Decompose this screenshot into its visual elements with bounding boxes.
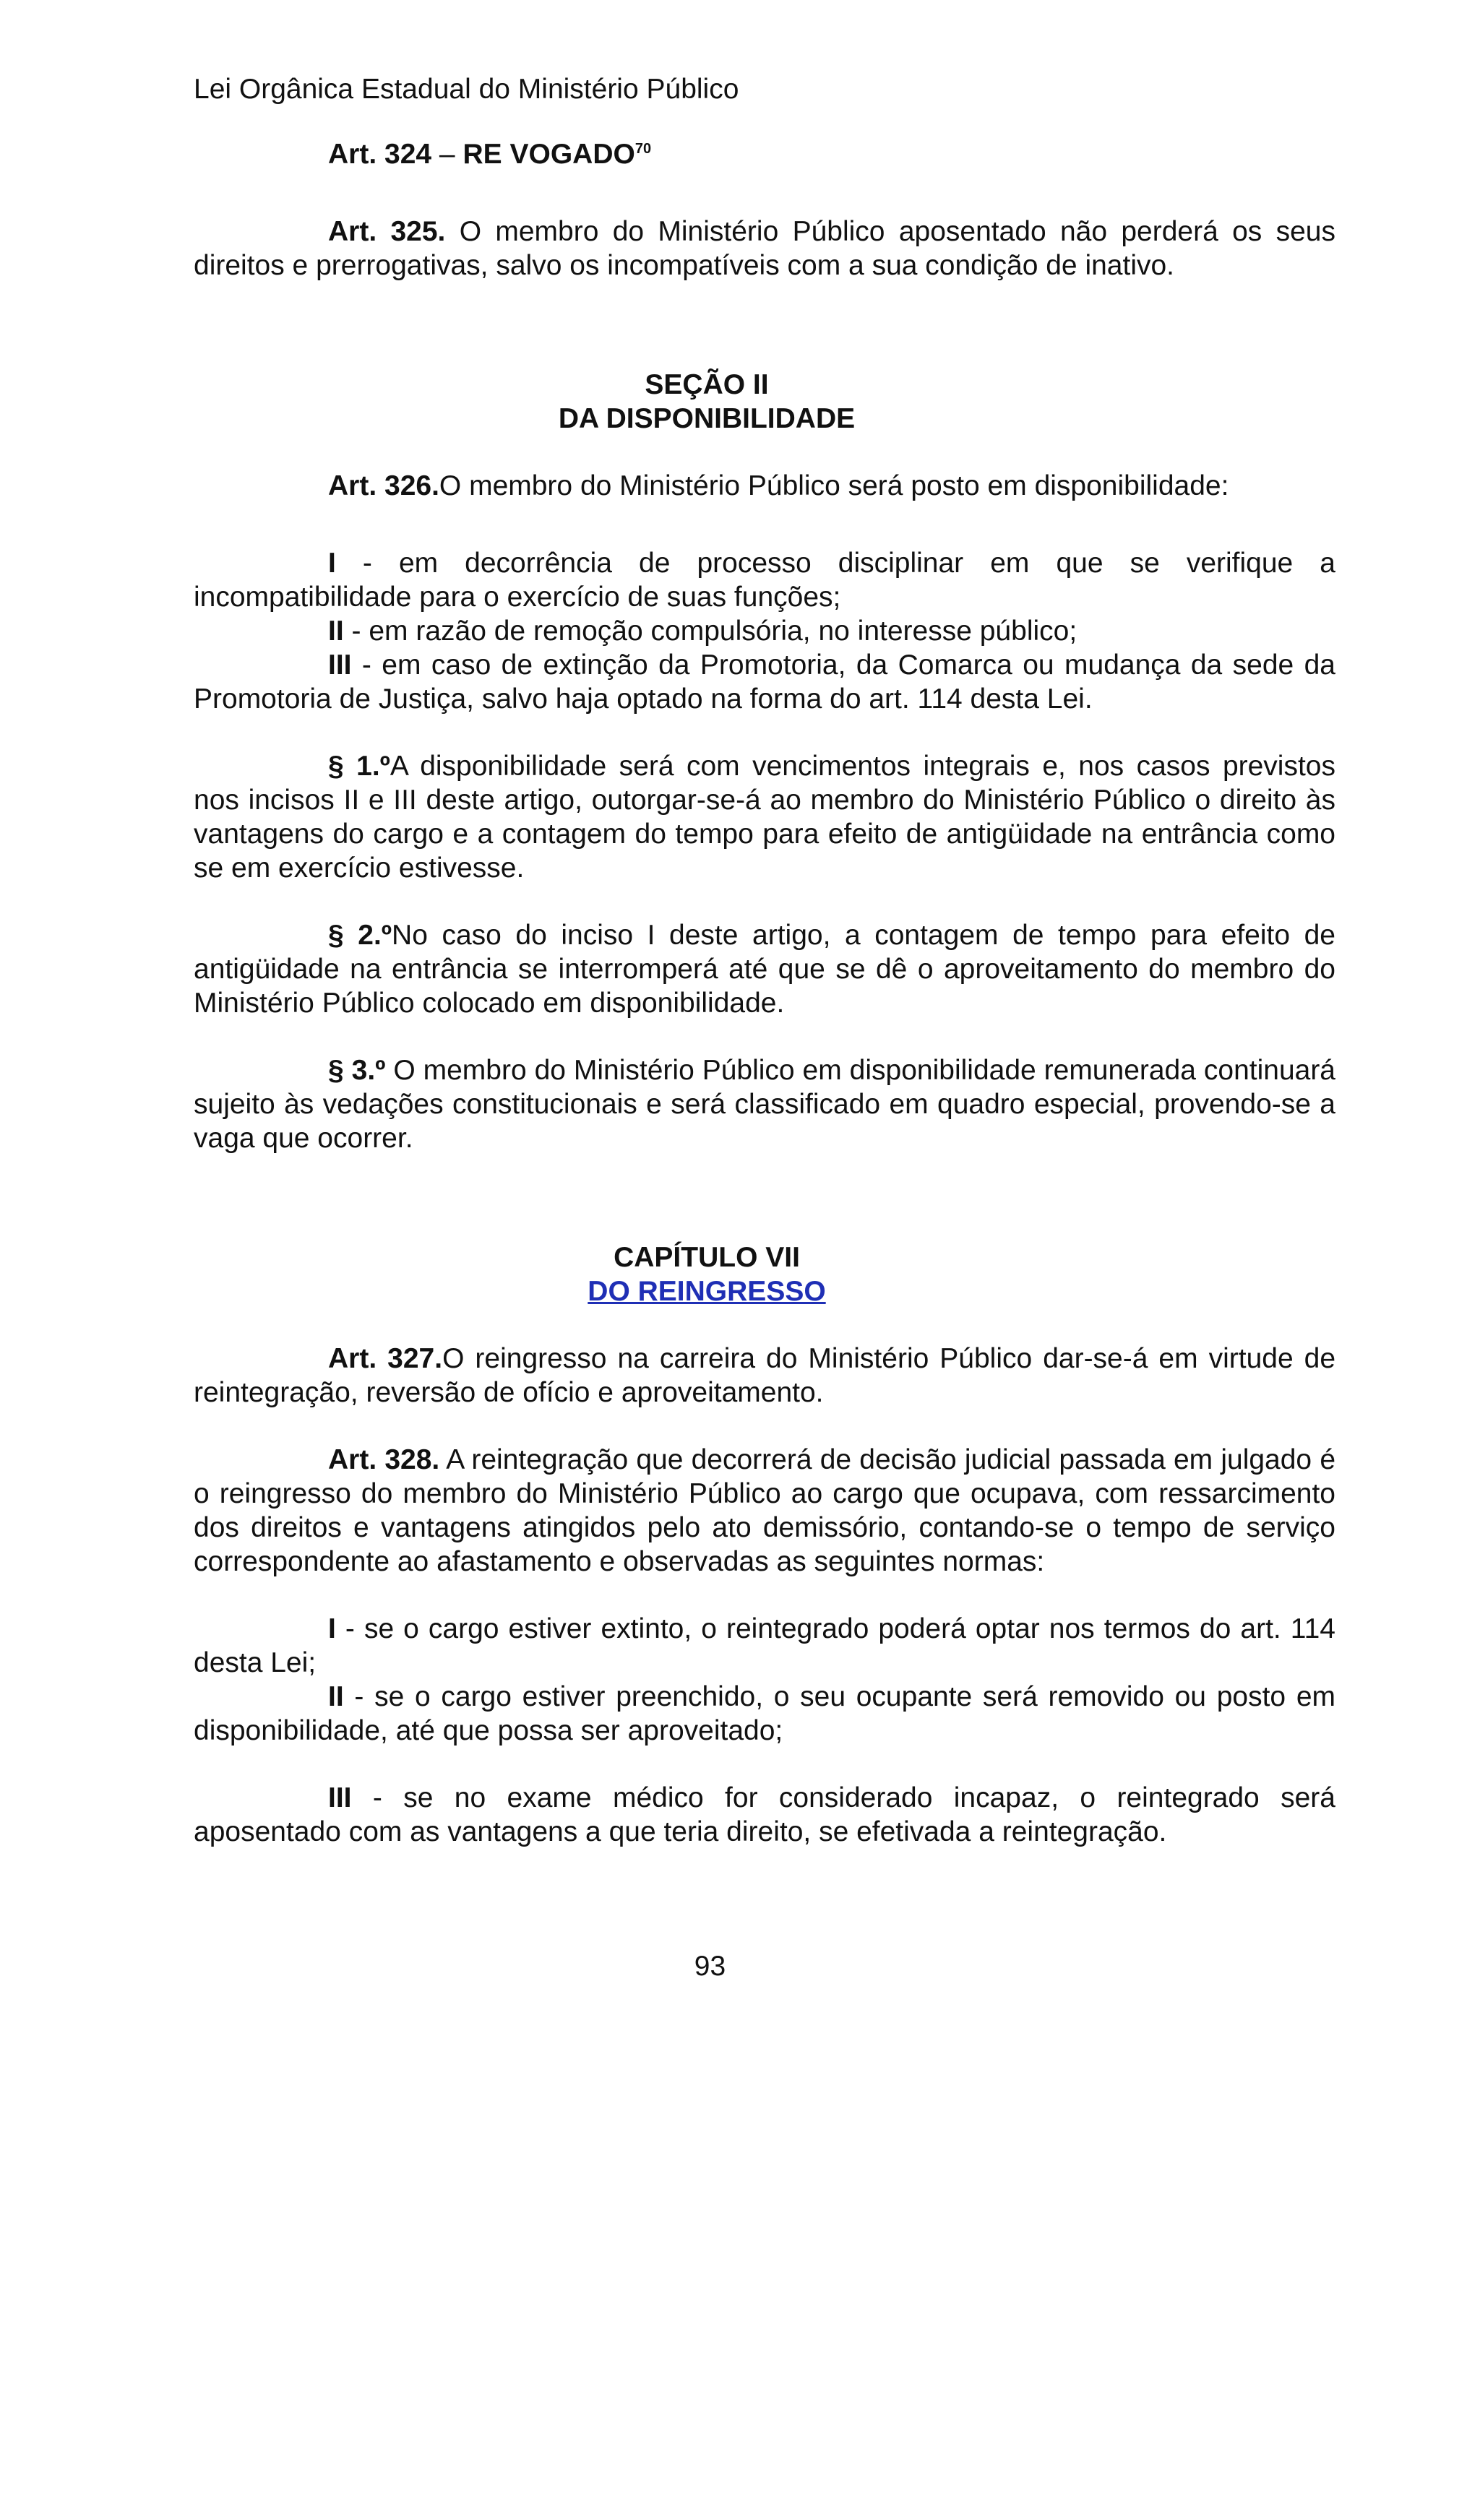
paragraph-label: § 2.º xyxy=(328,920,392,951)
paragraph-item xyxy=(194,918,1335,1020)
article-326 xyxy=(194,469,1335,503)
article-dash: – xyxy=(431,139,463,170)
chapter-heading xyxy=(194,1240,1220,1308)
revoked-text: RE VOGADO xyxy=(462,139,635,170)
article-327 xyxy=(194,1342,1335,1410)
paragraph-item xyxy=(194,1053,1335,1155)
article-324 xyxy=(194,137,1335,171)
inciso-label: I xyxy=(328,548,336,579)
inciso-label: II xyxy=(328,1681,344,1712)
inciso-text: - se o cargo estiver extinto, o reintegrado poderá optar nos termos do art. 114 desta Lei; xyxy=(194,1613,1335,1678)
chapter-number: CAPÍTULO VII xyxy=(614,1242,800,1273)
section-title: DA DISPONIBILIDADE xyxy=(558,403,856,434)
section-number: SEÇÃO II xyxy=(645,369,769,400)
paragraph-item xyxy=(194,749,1335,885)
inciso-label: III xyxy=(328,1782,352,1813)
inciso-label: III xyxy=(328,650,352,681)
inciso-text: - se no exame médico for considerado incapaz, o reintegrado será aposentado com as vantagens a que teria direito, se efetivada a reintegração. xyxy=(194,1782,1335,1847)
paragraph-text: A disponibilidade será com vencimentos integrais e, nos casos previstos nos incisos II e III deste artigo, outorgar-se-á ao membro do Ministério Público o direito às vantagens do cargo e a contagem do tempo para efeito de antigüidade na entrância como se em exercício estivesse. xyxy=(194,751,1335,884)
article-text: O membro do Ministério Público será posto em disponibilidade: xyxy=(439,470,1229,501)
article-label: Art. 327. xyxy=(328,1343,443,1374)
inciso-item xyxy=(194,1680,1335,1748)
inciso-item xyxy=(194,614,1335,648)
inciso-text: - em razão de remoção compulsória, no interesse público; xyxy=(343,616,1077,647)
article-325 xyxy=(194,215,1335,282)
paragraph-text: No caso do inciso I deste artigo, a contagem de tempo para efeito de antigüidade na entrância se interromperá até que se dê o aproveitamento do membro do Ministério Público colocado em disponibilidade. xyxy=(194,920,1335,1019)
running-header: Lei Orgânica Estadual do Ministério Público xyxy=(194,74,739,105)
article-label: Art. 325. xyxy=(328,216,446,247)
inciso-item xyxy=(194,1612,1335,1680)
inciso-text: - se o cargo estiver preenchido, o seu ocupante será removido ou posto em disponibilidade, até que possa ser aproveitado; xyxy=(194,1681,1335,1746)
chapter-title-link[interactable]: DO REINGRESSO xyxy=(588,1276,826,1307)
paragraph-label: § 1.º xyxy=(328,751,390,782)
article-text: A reintegração que decorrerá de decisão judicial passada em julgado é o reingresso do membro do Ministério Público ao cargo que ocupava, com ressarcimento dos direitos e vantagens atingidos pelo ato demissório, contando-se o tempo de serviço correspondente ao afastamento e observadas as seguintes normas: xyxy=(194,1444,1336,1577)
section-heading xyxy=(194,368,1220,436)
article-text: O reingresso na carreira do Ministério Público dar-se-á em virtude de reintegração, reversão de ofício e aproveitamento. xyxy=(194,1343,1336,1408)
inciso-item xyxy=(194,546,1335,614)
inciso-item xyxy=(194,648,1335,716)
inciso-item xyxy=(194,1781,1335,1849)
inciso-label: II xyxy=(328,616,344,647)
inciso-label: I xyxy=(328,1613,336,1644)
article-328 xyxy=(194,1443,1335,1579)
document-body xyxy=(194,137,1335,1849)
article-label: Art. 326. xyxy=(328,470,439,501)
inciso-text: - em decorrência de processo disciplinar em que se verifique a incompatibilidade para o exercício de suas funções; xyxy=(194,548,1335,613)
paragraph-text: O membro do Ministério Público em disponibilidade remunerada continuará sujeito às vedações constitucionais e será classificado em quadro especial, provendo-se a vaga que ocorrer. xyxy=(194,1055,1335,1154)
page-number: 93 xyxy=(694,1951,726,1982)
article-label: Art. 324 xyxy=(328,139,432,170)
article-label: Art. 328. xyxy=(328,1444,440,1475)
article-text: O membro do Ministério Público aposentado não perderá os seus direitos e prerrogativas, salvo os incompatíveis com a sua condição de inativo. xyxy=(194,216,1335,281)
inciso-text: - em caso de extinção da Promotoria, da Comarca ou mudança da sede da Promotoria de Justiça, salvo haja optado na forma do art. 114 desta Lei. xyxy=(194,650,1335,715)
paragraph-label: § 3.º xyxy=(328,1055,386,1086)
footnote-ref[interactable]: 70 xyxy=(634,141,652,157)
